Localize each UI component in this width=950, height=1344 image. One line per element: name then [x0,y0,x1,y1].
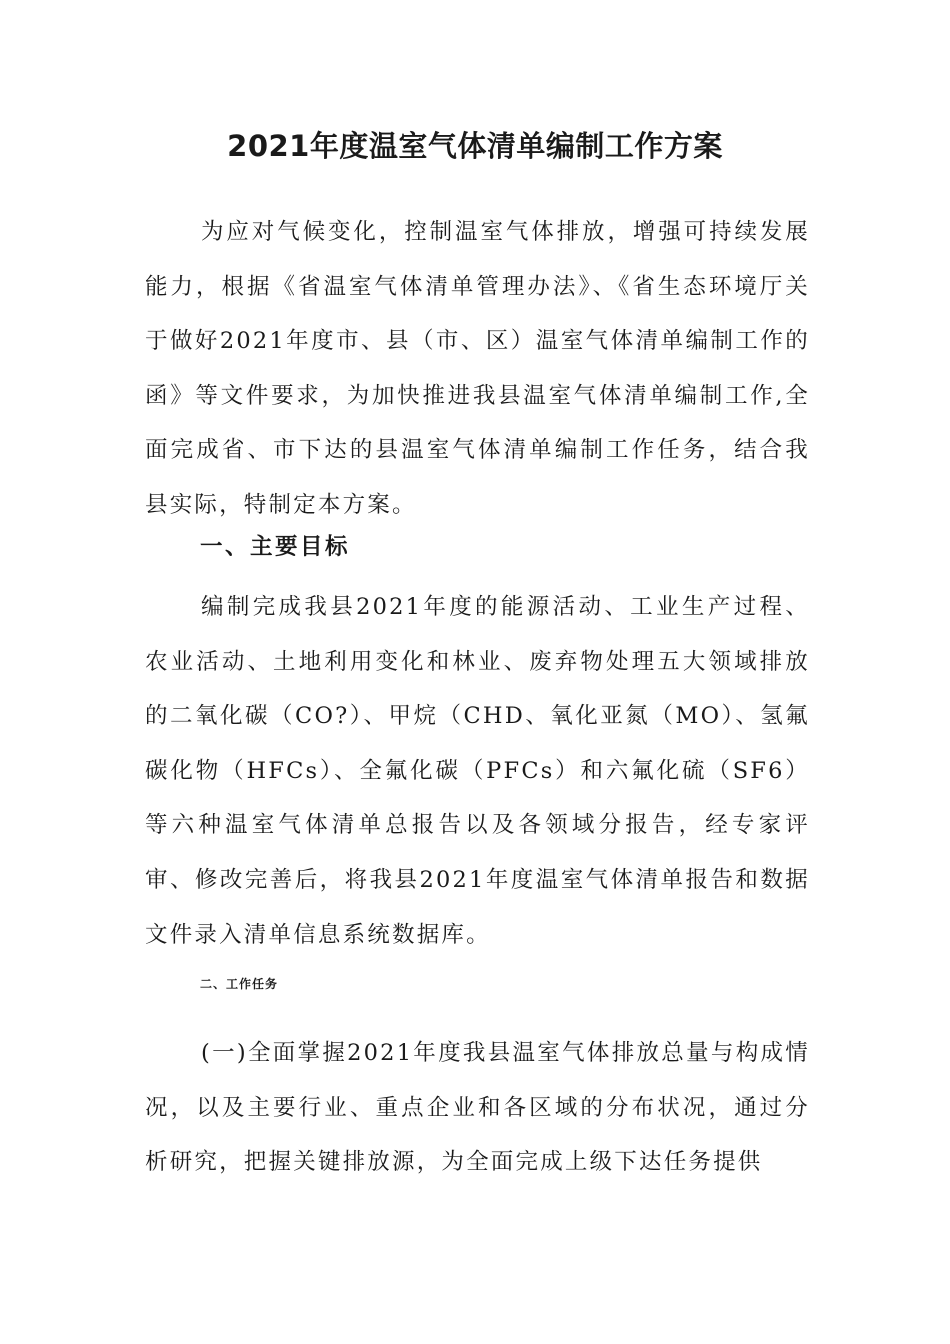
main-goals-paragraph: 编制完成我县2021年度的能源活动、工业生产过程、农业活动、土地利用变化和林业、废弃物处理五大领域排放的二氧化碳（CO?）、甲烷（CHD、氧化亚氮（MO）、氢氟碳化物（HFCs）、全氟化碳（PFCs）和六氟化硫（SF6）等六种温室气体清单总报告以及各领域分报告，经专家评审、修改完善后，将我县2021年度温室气体清单报告和数据文件录入清单信息系统数据库。 [145,594,810,948]
section-heading-main-goals: 一、主要目标 [200,534,351,560]
intro-paragraph: 为应对气候变化，控制温室气体排放，增强可持续发展能力，根据《省温室气体清单管理办法》、《省生态环境厅关于做好2021年度市、县（市、区）温室气体清单编制工作的函》等文件要求，为加快推进我县温室气体清单编制工作,全面完成省、市下达的县温室气体清单编制工作任务，结合我县实际，特制定本方案。 [145,219,810,518]
tasks-paragraph: (一)全面掌握2021年度我县温室气体排放总量与构成情况，以及主要行业、重点企业和各区域的分布状况，通过分析研究，把握关键排放源，为全面完成上级下达任务提供 [145,1040,810,1176]
section-heading-tasks: 二、工作任务 [200,977,279,991]
document-title: 2021年度温室气体清单编制工作方案 [227,129,723,163]
